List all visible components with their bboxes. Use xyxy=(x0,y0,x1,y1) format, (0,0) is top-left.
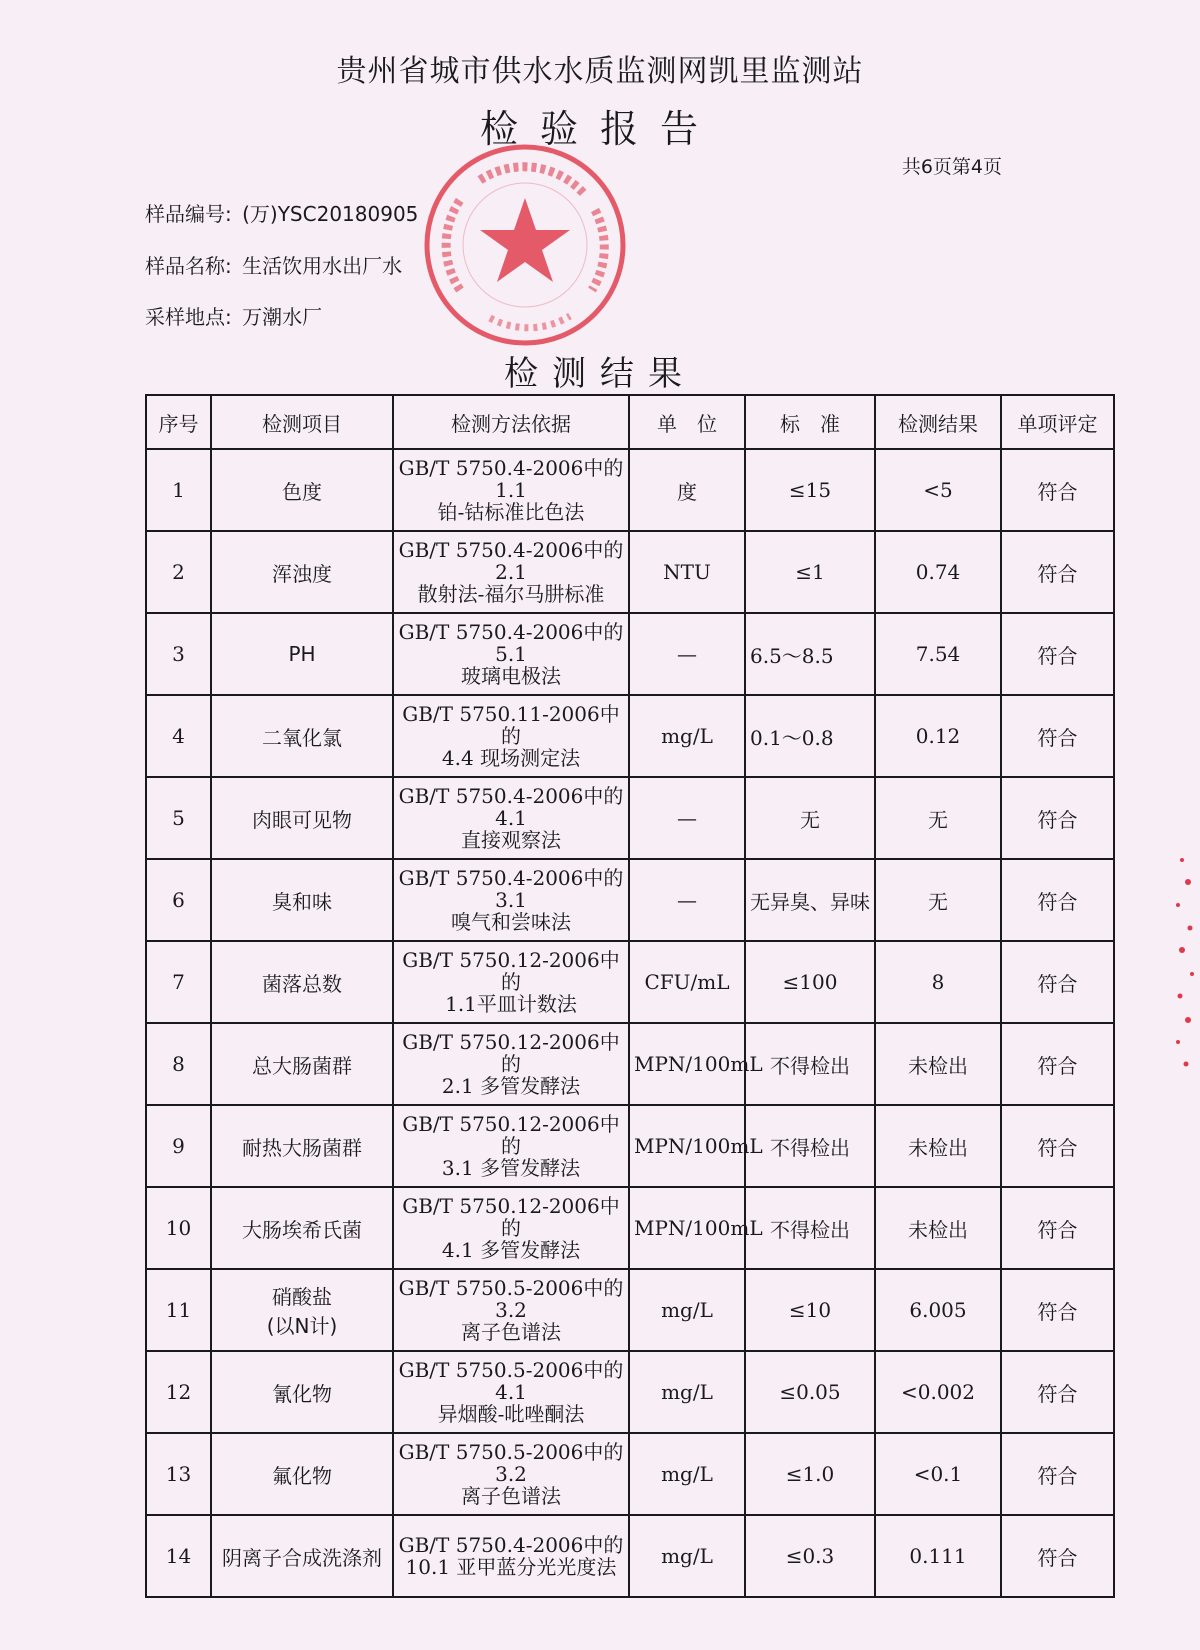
cell-standard: ≤0.3 xyxy=(745,1515,875,1597)
star-icon xyxy=(480,198,570,282)
cell-standard: ≤1.0 xyxy=(745,1433,875,1515)
sample-number-value: (万)YSC20180905 xyxy=(242,202,419,226)
cell-unit: mg/L xyxy=(629,1269,745,1351)
cell-evaluation: 符合 xyxy=(1001,531,1114,613)
table-row xyxy=(146,859,1114,941)
cell-unit: MPN/100mL xyxy=(629,1187,745,1269)
cell-standard: ≤0.05 xyxy=(745,1351,875,1433)
org-title: 贵州省城市供水水质监测网凯里监测站 xyxy=(336,54,864,89)
cell-unit: mg/L xyxy=(629,695,745,777)
cell-evaluation: 符合 xyxy=(1001,1351,1114,1433)
table-row xyxy=(146,449,1114,531)
cell-method: GB/T 5750.4-2006中的2.1 散射法-福尔马肼标准 xyxy=(393,531,629,613)
cell-evaluation: 符合 xyxy=(1001,941,1114,1023)
doc-title: 检验报告 xyxy=(479,107,720,151)
header-cell-unit: 单 位 xyxy=(629,395,745,449)
sample-name-label: 样品名称: xyxy=(145,254,232,278)
cell-result: <5 xyxy=(875,449,1001,531)
table-row xyxy=(146,941,1114,1023)
cell-method: GB/T 5750.12-2006中的 4.1 多管发酵法 xyxy=(393,1187,629,1269)
cell-evaluation: 符合 xyxy=(1001,1433,1114,1515)
section-title: 检测结果 xyxy=(504,354,696,394)
cell-item: 耐热大肠菌群 xyxy=(211,1105,393,1187)
table-row xyxy=(146,613,1114,695)
cell-standard: 0.1～0.8 xyxy=(745,695,875,777)
cell-no: 3 xyxy=(146,613,211,695)
cell-method: GB/T 5750.5-2006中的3.2 离子色谱法 xyxy=(393,1433,629,1515)
cell-standard: 6.5～8.5 xyxy=(745,613,875,695)
table-row xyxy=(146,1433,1114,1515)
cell-result: <0.1 xyxy=(875,1433,1001,1515)
cell-result: 0.12 xyxy=(875,695,1001,777)
cell-method: GB/T 5750.4-2006中的 10.1 亚甲蓝分光光度法 xyxy=(393,1515,629,1597)
cell-item: 阴离子合成洗涤剂 xyxy=(211,1515,393,1597)
cell-method: GB/T 5750.5-2006中的4.1 异烟酸-吡唑酮法 xyxy=(393,1351,629,1433)
cell-evaluation: 符合 xyxy=(1001,1515,1114,1597)
cell-standard: ≤15 xyxy=(745,449,875,531)
cell-evaluation: 符合 xyxy=(1001,449,1114,531)
cell-evaluation: 符合 xyxy=(1001,613,1114,695)
cell-evaluation: 符合 xyxy=(1001,1187,1114,1269)
sample-name-value: 生活饮用水出厂水 xyxy=(242,254,403,278)
cell-unit: — xyxy=(629,613,745,695)
cell-method: GB/T 5750.4-2006中的5.1 玻璃电极法 xyxy=(393,613,629,695)
header-cell-standard: 标 准 xyxy=(745,395,875,449)
cell-evaluation: 符合 xyxy=(1001,777,1114,859)
cell-unit: mg/L xyxy=(629,1515,745,1597)
table-row xyxy=(146,1105,1114,1187)
cell-item: 氰化物 xyxy=(211,1351,393,1433)
results-table xyxy=(145,394,1115,1598)
cell-result: 无 xyxy=(875,777,1001,859)
cell-item: 二氧化氯 xyxy=(211,695,393,777)
cell-method: GB/T 5750.4-2006中的4.1 直接观察法 xyxy=(393,777,629,859)
cell-unit: mg/L xyxy=(629,1351,745,1433)
cell-standard: 不得检出 xyxy=(745,1023,875,1105)
table-row xyxy=(146,1187,1114,1269)
cell-result: 0.74 xyxy=(875,531,1001,613)
cell-unit: — xyxy=(629,859,745,941)
cell-evaluation: 符合 xyxy=(1001,695,1114,777)
cell-item: 臭和味 xyxy=(211,859,393,941)
header-cell-item: 检测项目 xyxy=(211,395,393,449)
cell-no: 9 xyxy=(146,1105,211,1187)
header-cell-no: 序号 xyxy=(146,395,211,449)
cell-item: 总大肠菌群 xyxy=(211,1023,393,1105)
cell-result: 未检出 xyxy=(875,1023,1001,1105)
table-row xyxy=(146,1351,1114,1433)
cell-unit: CFU/mL xyxy=(629,941,745,1023)
cell-unit: MPN/100mL xyxy=(629,1105,745,1187)
cell-result: 无 xyxy=(875,859,1001,941)
sample-location-label: 采样地点: xyxy=(145,305,232,329)
sample-number-row xyxy=(145,198,418,227)
cell-no: 6 xyxy=(146,859,211,941)
official-seal-icon xyxy=(420,140,630,350)
cell-standard: 无 xyxy=(745,777,875,859)
table-row xyxy=(146,1023,1114,1105)
table-row xyxy=(146,1515,1114,1597)
cell-item: 大肠埃希氏菌 xyxy=(211,1187,393,1269)
cell-no: 11 xyxy=(146,1269,211,1351)
cell-item: 肉眼可见物 xyxy=(211,777,393,859)
cell-unit: mg/L xyxy=(629,1433,745,1515)
cell-no: 14 xyxy=(146,1515,211,1597)
cell-item: 硝酸盐 (以N计) xyxy=(211,1269,393,1351)
cell-unit: — xyxy=(629,777,745,859)
cell-no: 10 xyxy=(146,1187,211,1269)
table-row xyxy=(146,531,1114,613)
cell-standard: ≤100 xyxy=(745,941,875,1023)
table-row xyxy=(146,1269,1114,1351)
cell-result: 7.54 xyxy=(875,613,1001,695)
table-row xyxy=(146,695,1114,777)
cell-method: GB/T 5750.12-2006中的 1.1平皿计数法 xyxy=(393,941,629,1023)
cell-evaluation: 符合 xyxy=(1001,1023,1114,1105)
cell-result: 8 xyxy=(875,941,1001,1023)
cell-standard: 不得检出 xyxy=(745,1105,875,1187)
cell-method: GB/T 5750.12-2006中的 3.1 多管发酵法 xyxy=(393,1105,629,1187)
cell-item: PH xyxy=(211,613,393,695)
cell-no: 13 xyxy=(146,1433,211,1515)
cell-no: 4 xyxy=(146,695,211,777)
cell-unit: NTU xyxy=(629,531,745,613)
cell-no: 12 xyxy=(146,1351,211,1433)
cell-method: GB/T 5750.4-2006中的3.1 嗅气和尝味法 xyxy=(393,859,629,941)
cell-no: 2 xyxy=(146,531,211,613)
cell-evaluation: 符合 xyxy=(1001,859,1114,941)
table-row xyxy=(146,777,1114,859)
cell-result: <0.002 xyxy=(875,1351,1001,1433)
cell-method: GB/T 5750.11-2006中的 4.4 现场测定法 xyxy=(393,695,629,777)
cell-unit: MPN/100mL xyxy=(629,1023,745,1105)
header-cell-result: 检测结果 xyxy=(875,395,1001,449)
cell-result: 未检出 xyxy=(875,1105,1001,1187)
cell-result: 6.005 xyxy=(875,1269,1001,1351)
sample-name-row xyxy=(145,250,402,279)
cell-no: 7 xyxy=(146,941,211,1023)
cell-no: 5 xyxy=(146,777,211,859)
cell-evaluation: 符合 xyxy=(1001,1105,1114,1187)
cell-method: GB/T 5750.12-2006中的 2.1 多管发酵法 xyxy=(393,1023,629,1105)
cell-standard: ≤10 xyxy=(745,1269,875,1351)
table-header-row xyxy=(146,395,1114,449)
cell-evaluation: 符合 xyxy=(1001,1269,1114,1351)
cell-no: 1 xyxy=(146,449,211,531)
header-cell-method: 检测方法依据 xyxy=(393,395,629,449)
cell-result: 未检出 xyxy=(875,1187,1001,1269)
cell-standard: ≤1 xyxy=(745,531,875,613)
cell-item: 色度 xyxy=(211,449,393,531)
perforation-seal-mark xyxy=(1168,850,1200,1080)
results-body xyxy=(146,449,1114,1597)
cell-item: 浑浊度 xyxy=(211,531,393,613)
cell-method: GB/T 5750.4-2006中的1.1 铂-钴标准比色法 xyxy=(393,449,629,531)
sample-number-label: 样品编号: xyxy=(145,202,232,226)
cell-unit: 度 xyxy=(629,449,745,531)
cell-result: 0.111 xyxy=(875,1515,1001,1597)
cell-item: 氟化物 xyxy=(211,1433,393,1515)
sample-location-row xyxy=(145,301,322,330)
cell-standard: 不得检出 xyxy=(745,1187,875,1269)
page-info: 共6页第4页 xyxy=(901,156,1002,178)
sample-location-value: 万潮水厂 xyxy=(242,305,323,329)
header-cell-evaluation: 单项评定 xyxy=(1001,395,1114,449)
cell-item: 菌落总数 xyxy=(211,941,393,1023)
cell-method: GB/T 5750.5-2006中的3.2 离子色谱法 xyxy=(393,1269,629,1351)
cell-standard: 无异臭、异味 xyxy=(745,859,875,941)
cell-no: 8 xyxy=(146,1023,211,1105)
